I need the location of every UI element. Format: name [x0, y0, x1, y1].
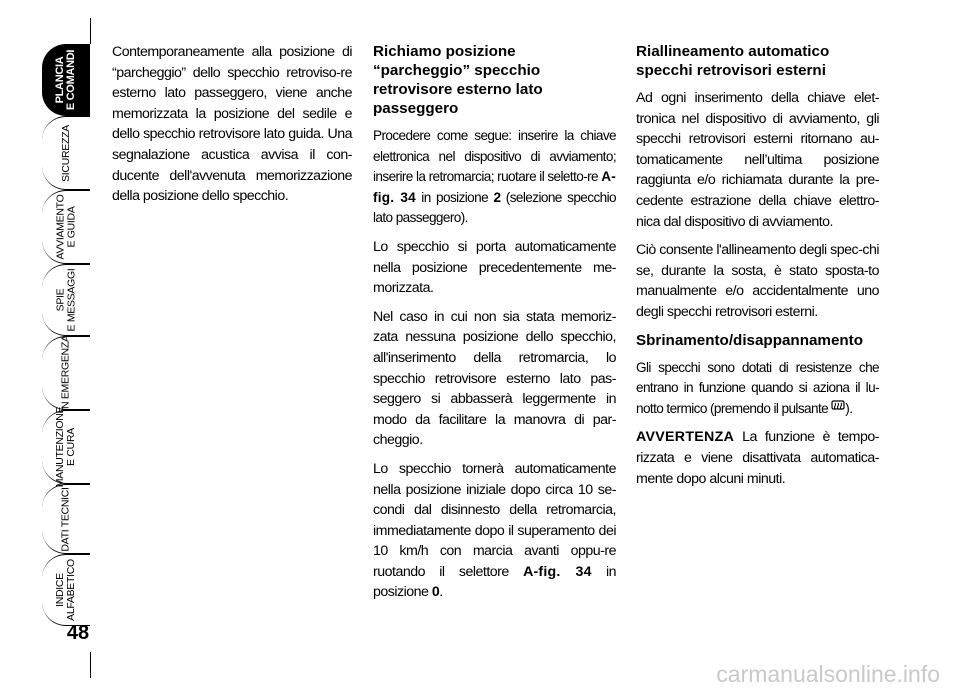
paragraph: Lo specchio si porta automaticamente nella posizione precedentemente me-morizzata. [373, 238, 616, 297]
text-column-2 [373, 42, 616, 611]
tab-label: DATI TECNICI [59, 486, 72, 552]
page-number: 48 [66, 622, 90, 644]
tab-manutenzione-e-cura[interactable] [42, 406, 90, 488]
text: . [439, 584, 443, 601]
paragraph: Contemporaneamente alla posizione di “parcheggio” dello specchio retroviso-re esterno lato passeggero, viene anche memorizzata la posizione del sedile e dello specchio retrovisore lato guida. Una segnalazione acustica avvisa il con-ducente dell'avvenuta memorizzazione della posizione dello specchio. [112, 44, 352, 205]
figure-reference: A-fig. 34 [373, 169, 616, 205]
paragraph [373, 459, 616, 603]
text: Gli specchi sono dotati di resistenze che entrano in funzione quando si aziona il lu-notto termico (premendo il pulsante [636, 359, 879, 416]
text: (selezione specchio lato passeggero). [373, 189, 616, 226]
watermark: carmanualsonline.info [716, 661, 940, 687]
paragraph: Nel caso in cui non sia stata memoriz-zata nessuna posizione dello specchio, all'inserimento della retromarcia, lo specchio retrovisore esterno lato pas-seggero si abbasserà leggermente in modo da facilitare la manovra di par-cheggio. [373, 308, 616, 449]
tab-label: AVVIAMENTO E GUIDA [54, 194, 78, 260]
tab-avviamento-e-guida[interactable] [42, 190, 90, 264]
position-value: 0 [431, 584, 440, 601]
section-heading-sbrinamento: Sbrinamento/disappannamento [636, 331, 863, 349]
tab-label: IN EMERGENZA [59, 334, 72, 412]
tab-spie-e-messaggi[interactable] [42, 264, 90, 336]
text: Procedere come segue: inserire la chiave elettronica nel dispositivo di avviamento; inserire la retromarcia; ruotare il seletto-re [373, 128, 616, 185]
paragraph: Ad ogni inserimento della chiave elet-tronica nel dispositivo di avviamento, gli specchi retrovisori esterni ritornano au-tomaticamente nell’ultima posizione raggiunta e/o richiamata durante la pre-cedente estrazione della chiave elettro-nica dal dispositivo di avviamento. [636, 90, 879, 230]
tab-in-emergenza[interactable] [42, 336, 90, 410]
text: ). [845, 400, 853, 416]
sidebar-line-bottom [90, 652, 91, 678]
text: in posizione [373, 563, 616, 601]
paragraph [636, 427, 879, 489]
warning-label: AVVERTENZA [636, 429, 735, 446]
text: Lo specchio tornerà automaticamente nella posizione iniziale dopo circa 10 se-condi dal disinnesto della retromarcia, immediatamente dopo il superamento dei 10 km/h con marcia avanti oppu-re ruotando il selettore [373, 460, 616, 580]
tab-label: SPIE E MESSAGGI [54, 268, 77, 332]
text-column-3 [636, 42, 879, 497]
tab-plancia-e-comandi[interactable] [42, 44, 90, 116]
tab-label: PLANCIA E COMANDI [54, 49, 77, 111]
section-heading-riallineamento: Riallineamento automatico specchi retrovisori esterni [636, 43, 830, 79]
sidebar-line-top [90, 18, 91, 44]
text: La funzione è tempo-rizzata e viene disattivata automatica-mente dopo alcuni minuti. [636, 429, 879, 487]
paragraph [636, 358, 879, 420]
tab-dati-tecnici[interactable] [42, 484, 90, 554]
tab-label: MANUTENZIONE E CURA [54, 406, 77, 488]
text-column-1 [112, 42, 352, 215]
section-heading-richiamo: Richiamo posizione “parcheggio” specchio retrovisore esterno lato passeggero [373, 43, 543, 117]
tab-indice-alfabetico[interactable] [42, 554, 90, 626]
figure-reference: A-fig. 34 [523, 563, 592, 580]
tab-label: INDICE ALFABETICO [54, 559, 77, 621]
tab-label: SICUREZZA [59, 124, 72, 182]
text: in posizione [415, 189, 494, 205]
paragraph [373, 126, 616, 229]
chapter-sidebar [0, 0, 100, 692]
heated-rear-window-icon [831, 399, 845, 420]
tab-sicurezza[interactable] [42, 116, 90, 190]
paragraph: Ciò consente l'allineamento degli spec-chi se, durante la sosta, è stato sposta-to manualmente e/o accidentalmente uno degli specchi retrovisori esterni. [636, 242, 879, 320]
position-value: 2 [493, 189, 501, 205]
